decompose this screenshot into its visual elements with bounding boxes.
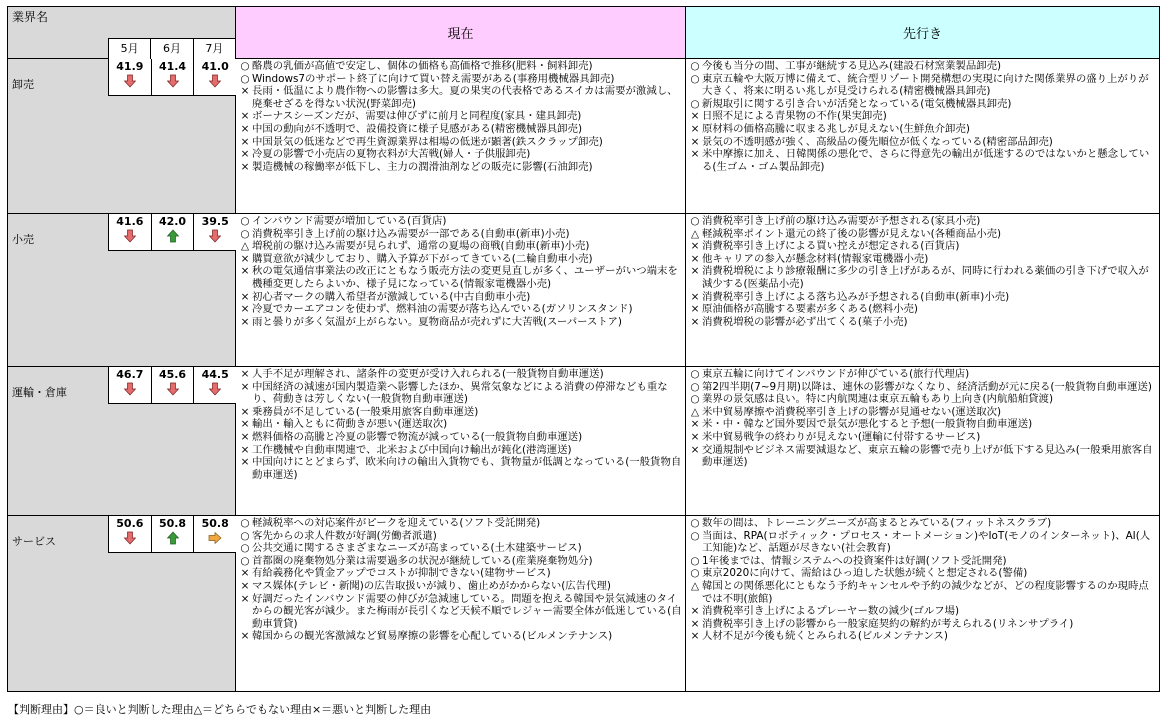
list-item (688, 73, 1157, 98)
judgment-mark: ○ (690, 517, 700, 529)
list-item (688, 567, 1157, 580)
comment-text: 他キャリアの参入が懸念材料(情報家電機器小売) (702, 252, 929, 265)
judgment-mark: × (690, 252, 700, 265)
list-item (688, 148, 1157, 173)
judgment-mark: × (240, 148, 250, 161)
judgment-mark: × (240, 315, 250, 328)
comment-text: マス媒体(テレビ・新聞)の広告取扱いが減り、歯止めがかからない(広告代理) (252, 579, 611, 592)
comment-text: インバウンド需要が増加している(百貨店) (252, 215, 447, 227)
comment-text: 工作機械や自動車関連で、北米および中国向け輸出が鈍化(港湾運送) (252, 443, 572, 456)
list-item (238, 136, 683, 149)
month-header-july: 7月 (205, 42, 224, 55)
future-comment-list (686, 516, 1159, 644)
down-arrow-icon (123, 74, 137, 88)
judgment-mark: × (240, 630, 250, 643)
comment-text: 軽減税率ポイント還元の終了後の影響が見えない(各種商品小売) (702, 227, 1002, 240)
month-header-row (108, 38, 235, 59)
current-cell (236, 59, 686, 214)
judgment-mark: △ (690, 405, 700, 418)
judgment-mark: ○ (240, 72, 250, 85)
list-item (238, 265, 683, 290)
comment-text: 米・中・韓など国外要因で景気が悪化すると予想(一般貨物自動車運送) (702, 418, 1033, 431)
comment-text: 長雨・低温により農作物への影響は多大。夏の果実の代表格であるスイカは需要が激減し、廃棄せざるを得ない状況(野菜卸売) (252, 85, 678, 110)
list-item (688, 98, 1157, 111)
list-item (238, 456, 683, 481)
comment-text: 人手不足が理解され、諸条件の変更が受け入れられる(一般貨物自動車運送) (252, 368, 604, 380)
comment-text: 公共交通に関するさまざまなニーズが高まっている(土木建築サービス) (252, 542, 582, 555)
down-arrow-icon (208, 382, 222, 396)
index-value: 50.8 (158, 517, 187, 530)
list-item (688, 381, 1157, 394)
index-value: 45.6 (158, 368, 187, 381)
list-item (238, 291, 683, 304)
judgment-mark: × (240, 85, 250, 98)
list-item (238, 316, 683, 329)
list-item (688, 253, 1157, 266)
judgment-mark: ○ (690, 60, 700, 72)
judgment-mark: × (240, 443, 250, 456)
index-value: 50.6 (116, 517, 144, 530)
future-header: 先行き (686, 7, 1160, 59)
judgment-mark: ○ (690, 567, 700, 580)
judgment-mark: ○ (690, 72, 700, 85)
list-item (238, 85, 683, 110)
industry-cell (8, 59, 236, 214)
index-value-box (194, 214, 236, 250)
month-header-may: 5月 (108, 39, 151, 59)
comment-text: 原材料の価格高騰に収まる兆しが見えない(生鮮魚介卸売) (702, 122, 970, 135)
judgment-mark: ○ (240, 227, 250, 240)
comment-text: 韓国との関係悪化にともなう予約キャンセルや予約の減少などが、どの程度影響するのか現時点では不明(旅館) (702, 579, 1149, 605)
comment-text: 消費税率引き上げによるプレーヤー数の減少(ゴルフ場) (702, 605, 960, 618)
comment-text: 初心者マークの購入希望者が激減している(中古自動車小売) (252, 290, 531, 303)
list-item (238, 368, 683, 381)
index-value-box (152, 214, 195, 250)
list-item (238, 253, 683, 266)
comment-text: 人材不足が今後も続くとみられる(ビルメンテナンス) (702, 630, 948, 643)
list-item (238, 580, 683, 593)
comment-text: 首都圏の廃棄物処分業は需要過多の状況が継続している(産業廃棄物処分) (252, 554, 593, 567)
judgment-mark: × (240, 418, 250, 431)
list-item (238, 555, 683, 568)
down-arrow-icon (123, 531, 137, 545)
comment-text: 冷夏でカーエアコンを使わず、燃料油の需要が落ち込んでいる(ガソリンスタンド) (252, 303, 633, 316)
index-value-box (152, 59, 195, 95)
industry-cell (8, 214, 236, 367)
index-value-box (152, 516, 195, 552)
judgment-mark: △ (690, 579, 700, 592)
list-item (688, 316, 1157, 329)
down-arrow-icon (166, 74, 180, 88)
comment-text: 中国向けにとどまらず、欧米向けの輸出入貨物でも、貨物量が低調となっている(一般貨物自動車運送) (252, 456, 682, 481)
current-cell (236, 214, 686, 367)
list-item (238, 228, 683, 241)
comment-text: 消費税率引き上げによる落ち込みが予想される(自動車(新車)小売) (702, 290, 1010, 303)
comment-text: 中国経済の減速が国内製造業へ影響したほか、異常気象などによる消費の停滞なども重なり、荷動きは芳しくない(一般貨物自動車運送) (252, 380, 668, 406)
list-item (688, 265, 1157, 290)
comment-text: 冷夏の影響で小売店の夏物衣料が大苦戦(婦人・子供服卸売) (252, 148, 531, 161)
list-item (238, 240, 683, 253)
list-item (688, 123, 1157, 136)
comment-text: 消費税率引き上げの影響から一般家庭契約の解約が考えられる(リネンサプライ) (702, 617, 1074, 630)
judgment-mark: × (240, 252, 250, 265)
index-value-box (194, 367, 236, 403)
judgment-mark: × (690, 315, 700, 328)
list-item (238, 381, 683, 406)
list-item (238, 444, 683, 457)
legend-text: 【判断理由】○＝良いと判断した理由△＝どちらでもない理由×＝悪いと判断した理由 (8, 703, 432, 716)
judgment-mark: × (690, 418, 700, 431)
judgment-mark: ○ (690, 393, 700, 406)
comment-text: 日照不足による青果物の不作(果実卸売) (702, 110, 887, 123)
judgment-mark: ○ (690, 529, 700, 542)
index-value-box (194, 59, 236, 95)
judgment-mark: × (240, 592, 250, 605)
index-values (108, 367, 236, 404)
down-arrow-icon (123, 382, 137, 396)
list-item (238, 542, 683, 555)
list-item (688, 418, 1157, 431)
survey-table (7, 6, 1160, 692)
judgment-mark: ○ (240, 215, 250, 227)
comment-text: 米中貿易摩擦や消費税率引き上げの影響が見通せない(運送取次) (702, 405, 1002, 418)
up-arrow-icon (166, 531, 180, 545)
current-cell (236, 367, 686, 516)
table-row (8, 59, 1160, 214)
judgment-mark: × (240, 405, 250, 418)
list-item (688, 530, 1157, 555)
judgment-mark: × (240, 303, 250, 316)
comment-text: 酪農の乳価が高値で安定し、個体の価格も高価格で推移(肥料・飼料卸売) (252, 60, 593, 72)
comment-text: 増税前の駆け込み需要が見られず、通常の夏場の商戦(自動車(新車)小売) (252, 240, 590, 253)
comment-text: 米中摩擦に加え、日韓関係の悪化で、さらに得意先の輸出が低迷するのではないかと懸念している(生ゴム・ゴム製品卸売) (702, 148, 1150, 173)
index-value: 41.9 (116, 60, 144, 73)
list-item (688, 517, 1157, 530)
industry-name: 運輸・倉庫 (12, 386, 67, 399)
comment-text: 軽減税率への対応案件がピークを迎えている(ソフト受託開発) (252, 517, 541, 529)
judgment-mark: ○ (240, 517, 250, 529)
current-comment-list (236, 516, 685, 644)
judgment-mark: × (690, 148, 700, 161)
comment-text: 数年の間は、トレーニングニーズが高まるとみている(フィットネスクラブ) (702, 517, 1052, 529)
judgment-mark: × (690, 240, 700, 253)
list-item (688, 393, 1157, 406)
comment-text: 新規取引に関する引き合いが活発となっている(電気機械器具卸売) (702, 97, 1012, 110)
current-comment-list (236, 59, 685, 174)
comment-text: 米中貿易戦争の終わりが見えない(運輸に付帯するサービス) (702, 430, 981, 443)
right-arrow-icon (208, 531, 222, 545)
comment-text: 東京五輪や大阪万博に備えて、統合型リゾート開発構想の実現に向けた関係業界の盛り上がりが大きく、将来に明るい兆しが見受けられる(精密機械器具卸売) (702, 72, 1149, 98)
comment-text: 製造機械の稼働率が低下し、主力の潤滑油剤などの販売に影響(石油卸売) (252, 160, 593, 173)
index-value: 41.4 (158, 60, 187, 73)
list-item (688, 580, 1157, 605)
future-comment-list (686, 367, 1159, 470)
list-item (238, 110, 683, 123)
judgment-mark: × (240, 430, 250, 443)
comment-text: 韓国からの観光客激減など貿易摩擦の影響を心配している(ビルメンテナンス) (252, 630, 613, 643)
list-item (688, 291, 1157, 304)
list-item (688, 228, 1157, 241)
comment-text: 有給義務化や賃金アップでコストが抑制できない(建物サービス) (252, 567, 551, 580)
future-cell (686, 214, 1160, 367)
comment-text: 1年後までは、情報システムへの投資案件は好調(ソフト受託開発) (702, 554, 1007, 567)
judgment-mark: ○ (240, 542, 250, 555)
judgment-mark: △ (240, 240, 250, 253)
list-item (688, 215, 1157, 228)
industry-label: 業界名 (12, 10, 49, 24)
judgment-mark: × (690, 122, 700, 135)
current-cell (236, 516, 686, 692)
comment-text: 業界の景気感は良い。特に内航関連は東京五輪もあり上向き(内航船舶貸渡) (702, 393, 1053, 406)
comment-text: 客先からの求人件数が好調(労働者派遣) (252, 529, 437, 542)
comment-text: 好調だったインバウンド需要の伸びが急減速している。問題を抱える韓国や景気減速のタイからの観光客が減少。また梅雨が長引くなど天候不順でレジャー需要全体が低迷している(自動車賃貸) (252, 592, 682, 630)
judgment-mark: × (240, 579, 250, 592)
judgment-mark: × (690, 443, 700, 456)
comment-text: 中国の動向が不透明で、設備投資に様子見感がある(精密機械器具卸売) (252, 122, 583, 135)
judgment-mark: ○ (240, 529, 250, 542)
index-value: 44.5 (201, 368, 229, 381)
list-item (688, 555, 1157, 568)
judgment-mark: △ (690, 227, 700, 240)
current-header: 現在 (236, 7, 686, 59)
future-cell (686, 367, 1160, 516)
list-item (238, 215, 683, 228)
index-value-box (109, 367, 152, 403)
index-value: 50.8 (201, 517, 229, 530)
comment-text: 消費税率引き上げ前の駆け込み需要が予想される(家具小売) (702, 215, 981, 227)
list-item (238, 161, 683, 174)
list-item (238, 60, 683, 73)
industry-name: サービス (12, 535, 56, 548)
index-value-box (152, 367, 195, 403)
index-value: 46.7 (116, 368, 144, 381)
list-item (238, 303, 683, 316)
judgment-mark: ○ (690, 368, 700, 380)
judgment-mark: ○ (240, 60, 250, 72)
index-value-box (109, 214, 152, 250)
comment-text: 購買意欲が減少しており、購入予算が下がってきている(二輪自動車小売) (252, 252, 593, 265)
current-comment-list (236, 367, 685, 482)
judgment-mark: × (240, 265, 250, 278)
current-comment-list (236, 214, 685, 329)
judgment-mark: × (240, 368, 250, 380)
judgment-mark: × (240, 290, 250, 303)
list-item (688, 368, 1157, 381)
judgment-mark: × (690, 265, 700, 278)
judgment-mark: ○ (690, 97, 700, 110)
list-item (238, 630, 683, 643)
list-item (688, 240, 1157, 253)
judgment-mark: × (690, 630, 700, 643)
list-item (688, 618, 1157, 631)
index-value: 41.6 (116, 215, 144, 228)
index-value: 41.0 (201, 60, 229, 73)
list-item (688, 303, 1157, 316)
list-item (688, 110, 1157, 123)
list-item (238, 406, 683, 419)
comment-text: 消費税率引き上げによる買い控えが想定される(百貨店) (702, 240, 960, 253)
comment-text: 燃料価格の高騰と冷夏の影響で物流が減っている(一般貨物自動車運送) (252, 430, 583, 443)
industry-name: 卸売 (12, 78, 34, 91)
comment-text: 消費税増税により診療報酬に多少の引き上げがあるが、同時に行われる薬価の引き下げで収入が減少する(医薬品小売) (702, 265, 1149, 290)
comment-text: 景気の不透明感が強く、高級品の優先順位が低くなっている(精密部品卸売) (702, 135, 1053, 148)
list-item (688, 431, 1157, 444)
comment-text: Windows7のサポート終了に向けて買い替え需要がある(事務用機械器具卸売) (252, 72, 615, 85)
table-row (8, 214, 1160, 367)
future-comment-list (686, 214, 1159, 329)
index-value: 39.5 (201, 215, 229, 228)
future-comment-list (686, 59, 1159, 174)
comment-text: 消費税増税の影響が必ず出てくる(菓子小売) (702, 315, 908, 328)
down-arrow-icon (166, 382, 180, 396)
comment-text: 乗務員が不足している(一般乗用旅客自動車運送) (252, 405, 479, 418)
comment-text: 交通規制やビジネス需要減退など、東京五輪の影響で売り上げが低下する見込み(一般乗用旅客自動車運送) (702, 443, 1153, 469)
judgment-mark: × (690, 290, 700, 303)
judgment-mark: ○ (690, 554, 700, 567)
up-arrow-icon (166, 229, 180, 243)
judgment-mark: × (240, 110, 250, 123)
comment-text: 中国景気の低迷などで再生資源業界は相場の低迷が顕著(鉄スクラップ卸売) (252, 135, 603, 148)
judgment-mark: ○ (690, 380, 700, 393)
judgment-mark: × (240, 122, 250, 135)
index-values (108, 214, 236, 251)
comment-text: ボーナスシーズンだが、需要は伸びずに前月と同程度(家具・建具卸売) (252, 110, 582, 123)
down-arrow-icon (123, 229, 137, 243)
judgment-mark: ○ (690, 215, 700, 227)
table-row (8, 516, 1160, 692)
comment-text: 東京2020に向けて、需給はひっ迫した状態が続くと想定される(警備) (702, 567, 1028, 580)
judgment-mark: × (240, 456, 250, 469)
judgment-mark: × (690, 617, 700, 630)
judgment-mark: × (240, 160, 250, 173)
table-row (8, 367, 1160, 516)
comment-text: 当面は、RPA(ロボティック・プロセス・オートメーション)やIoT(モノのインターネット)、AI(人工知能)など、話題が尽きない(社会教育) (702, 529, 1151, 555)
list-item (238, 530, 683, 543)
list-item (688, 60, 1157, 73)
comment-text: 今後も当分の間、工事が継続する見込み(建設石材窯業製品卸売) (702, 60, 1002, 72)
judgment-mark: × (240, 135, 250, 148)
index-value-box (109, 516, 152, 552)
list-item (238, 73, 683, 86)
industry-name: 小売 (12, 233, 34, 246)
list-item (688, 406, 1157, 419)
list-item (238, 517, 683, 530)
comment-text: 秋の電気通信事業法の改正にともなう販売方法の変更見直しが多く、ユーザーがいつ端末を機種変更したらよいか、様子見になっている(情報家電機器小売) (252, 265, 678, 290)
judgment-mark: × (690, 303, 700, 316)
list-item (688, 444, 1157, 469)
judgment-mark: ○ (240, 554, 250, 567)
list-item (238, 593, 683, 631)
list-item (238, 123, 683, 136)
index-values (108, 59, 236, 96)
comment-text: 消費税率引き上げ前の駆け込み需要が一部である(自動車(新車)小売) (252, 227, 570, 240)
judgment-mark: × (690, 135, 700, 148)
down-arrow-icon (208, 74, 222, 88)
comment-text: 輸出・輸入ともに荷動きが悪い(運送取次) (252, 418, 448, 431)
index-value: 42.0 (158, 215, 187, 228)
judgment-mark: × (240, 380, 250, 393)
industry-cell (8, 367, 236, 516)
list-item (238, 567, 683, 580)
judgment-mark: × (690, 605, 700, 618)
list-item (238, 418, 683, 431)
down-arrow-icon (208, 229, 222, 243)
judgment-mark: × (690, 110, 700, 123)
index-values (108, 516, 236, 553)
future-cell (686, 59, 1160, 214)
list-item (688, 630, 1157, 643)
comment-text: 第2四半期(7~9月期)以降は、連休の影響がなくなり、経済活動が元に戻る(一般貨物自動車運送) (702, 380, 1152, 393)
list-item (688, 605, 1157, 618)
comment-text: 雨と曇りが多く気温が上がらない。夏物商品が売れずに大苦戦(スーパーストア) (252, 315, 622, 328)
comment-text: 東京五輪に向けてインバウンドが伸びている(旅行代理店) (702, 368, 970, 380)
judgment-mark: × (690, 430, 700, 443)
list-item (238, 431, 683, 444)
industry-header (8, 7, 236, 59)
comment-text: 原油価格が高騰する要素が多くある(燃料小売) (702, 303, 918, 316)
list-item (238, 148, 683, 161)
index-value-box (109, 59, 152, 95)
future-cell (686, 516, 1160, 692)
month-header-june: 6月 (151, 39, 193, 59)
industry-cell (8, 516, 236, 692)
list-item (688, 136, 1157, 149)
index-value-box (194, 516, 236, 552)
judgment-mark: × (240, 567, 250, 580)
